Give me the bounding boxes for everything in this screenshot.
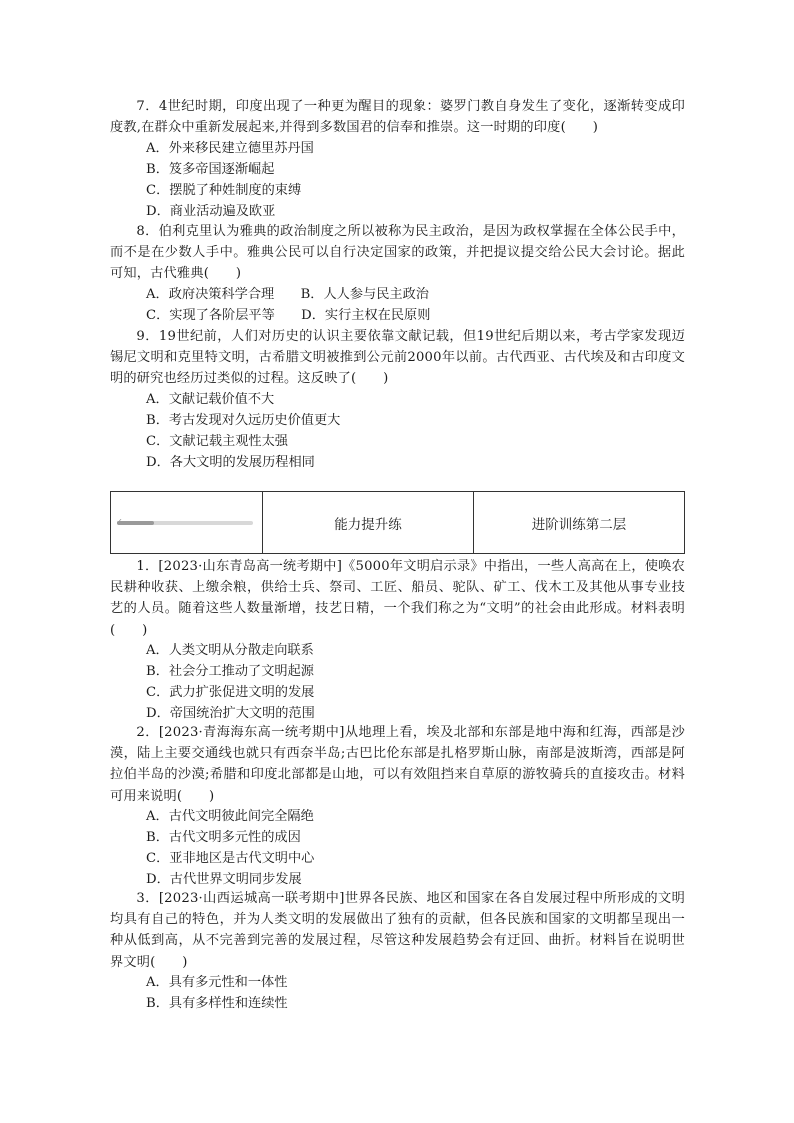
question-9-option-c: C．文献记载主观性太强 <box>146 434 288 449</box>
question-9-option-a: A．文献记载价值不大 <box>146 392 275 407</box>
question-9-option-b: B．考古发现对久远历史价值更大 <box>146 413 341 428</box>
section-title: 能力提升练 <box>263 492 474 553</box>
section-banner <box>110 491 685 554</box>
question-8-stem: 8．伯利克里认为雅典的政治制度之所以被称为民主政治，是因为政权掌握在全体公民手中，而不是在少数人手中。雅典公民可以自行决定国家的政策，并把提议提交给公民大会讨论。据此可知，古代雅典( ) <box>110 224 685 282</box>
question-2-option-b: B．古代文明多元性的成因 <box>146 830 301 845</box>
question-9-option-d: D．各大文明的发展历程相同 <box>146 455 315 470</box>
question-1-option-a: A．人类文明从分散走向联系 <box>146 643 314 658</box>
question-9-stem: 9．19世纪前，人们对历史的认识主要依靠文献记载，但19世纪后期以来，考古学家发现迈锡尼文明和克里特文明，古希腊文明被推到公元前2000年以前。古代西亚、古代埃及和古印度文明的研究也经历过类似的过程。这反映了( ) <box>110 329 685 387</box>
question-2-option-a: A．古代文明彼此间完全隔绝 <box>146 809 314 824</box>
progress-bar <box>117 521 253 525</box>
question-2-option-d: D．古代世界文明同步发展 <box>146 872 302 887</box>
question-7-option-b: B．笈多帝国逐渐崛起 <box>146 162 275 177</box>
question-7-option-d: D．商业活动遍及欧亚 <box>146 204 276 219</box>
question-1-option-b: B．社会分工推动了文明起源 <box>146 664 314 679</box>
question-7-option-a: A．外来移民建立德里苏丹国 <box>146 141 314 156</box>
question-1-option-d: D．帝国统治扩大文明的范围 <box>146 706 315 721</box>
progress-fill <box>117 521 154 525</box>
question-2-stem: 2．[2023·青海海东高一统考期中]从地理上看，埃及北部和东部是地中海和红海，西部是沙漠，陆上主要交通线也就只有西奈半岛;古巴比伦东部是扎格罗斯山脉，南部是波斯湾，西部是阿拉伯半岛的沙漠;希腊和印度北部都是山地，可以有效阻挡来自草原的游牧骑兵的直接攻击。材料可用来说明( ) <box>110 725 685 804</box>
question-3-option-a: A．具有多元性和一体性 <box>146 975 288 990</box>
question-1-option-c: C．武力扩张促进文明的发展 <box>146 685 315 700</box>
section-level: 进阶训练第二层 <box>531 516 627 533</box>
question-2-option-c: C．亚非地区是古代文明中心 <box>146 851 315 866</box>
question-8-options-ab: A．政府决策科学合理 B．人人参与民主政治 <box>146 287 429 302</box>
question-8-options-cd: C．实现了各阶层平等 D．实行主权在民原则 <box>146 308 431 323</box>
question-1-stem: 1．[2023·山东青岛高一统考期中]《5000年文明启示录》中指出，一些人高高在上，使唤农民耕种收获、上缴余粮，供给士兵、祭司、工匠、船员、驼队、矿工、伐木工及其他从事专业技艺的人员。随着这些人数量渐增，技艺日精，一个我们称之为“文明”的社会由此形成。材料表明( ) <box>110 559 685 638</box>
banner-progress-cell <box>111 492 263 553</box>
question-3-stem: 3．[2023·山西运城高一联考期中]世界各民族、地区和国家在各自发展过程中所形成的文明均具有自己的特色，并为人类文明的发展做出了独有的贡献，但各民族和国家的文明都呈现出一种从低到高，从不完善到完善的发展过程，尽管这种发展趋势会有迂回、曲折。材料旨在说明世界文明( ) <box>110 891 685 970</box>
question-7-option-c: C．摆脱了种姓制度的束缚 <box>146 183 302 198</box>
question-3-option-b: B．具有多样性和连续性 <box>146 996 288 1011</box>
question-7-stem: 7．4世纪时期，印度出现了一种更为醒目的现象：婆罗门教自身发生了变化，逐渐转变成印度教,在群众中重新发展起来,并得到多数国君的信奉和推崇。这一时期的印度( ) <box>110 99 685 136</box>
